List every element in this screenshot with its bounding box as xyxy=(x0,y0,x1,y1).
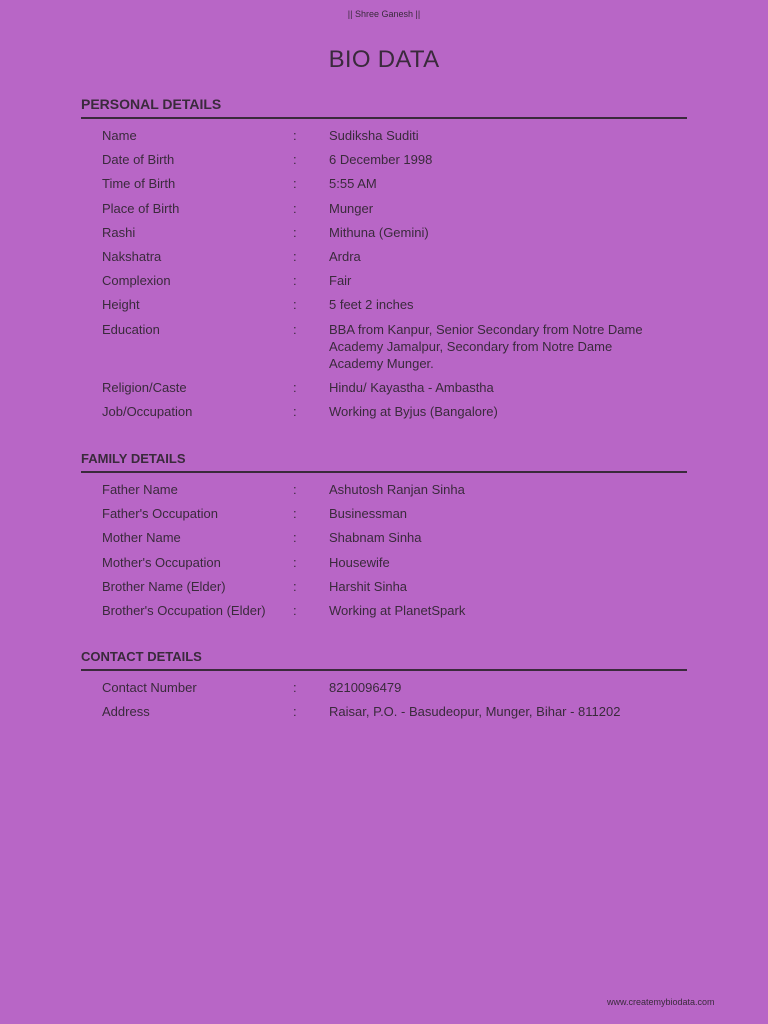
separator-colon: : xyxy=(293,530,297,546)
detail-row-rashi xyxy=(81,224,687,241)
detail-label: Nakshatra xyxy=(102,248,162,264)
detail-row-contact-number xyxy=(81,679,687,696)
separator-colon: : xyxy=(293,680,297,695)
detail-row-name xyxy=(81,127,687,144)
family-details-heading: FAMILY DETAILS xyxy=(81,451,687,473)
separator-colon: : xyxy=(293,506,297,522)
detail-value: 8210096479 xyxy=(329,680,402,695)
detail-row-height xyxy=(81,296,687,313)
detail-value: Raisar, P.O. - Basudeopur, Munger, Bihar - 811202 xyxy=(329,704,621,720)
separator-colon: : xyxy=(293,704,297,720)
detail-value: Mithuna (Gemini) xyxy=(329,224,429,240)
separator-colon: : xyxy=(293,248,297,264)
detail-row-address xyxy=(81,703,687,720)
contact-details-section xyxy=(81,649,687,727)
detail-value: Munger xyxy=(329,200,374,216)
detail-row-brother-occupation xyxy=(81,602,687,619)
detail-value: Working at Byjus (Bangalore) xyxy=(329,403,498,419)
detail-row-complexion xyxy=(81,272,687,289)
detail-value: BBA from Kanpur, Senior Secondary from Notre Dame Academy Jamalpur, Secondary from Notre Dame Academy Munger. xyxy=(329,321,643,371)
separator-colon: : xyxy=(293,176,297,192)
detail-row-date-of-birth xyxy=(81,151,687,168)
personal-details-list xyxy=(81,119,687,420)
separator-colon: : xyxy=(293,200,297,216)
detail-label: Brother's Occupation (Elder) xyxy=(102,602,266,618)
detail-value: Fair xyxy=(329,273,352,289)
separator-colon: : xyxy=(293,152,297,168)
detail-label: Time of Birth xyxy=(102,176,176,192)
detail-label: Religion/Caste xyxy=(102,379,187,395)
separator-colon: : xyxy=(293,554,297,570)
detail-label: Brother Name (Elder) xyxy=(102,578,226,594)
detail-label: Address xyxy=(102,704,150,720)
separator-colon: : xyxy=(293,273,297,289)
detail-row-nakshatra xyxy=(81,248,687,265)
detail-row-brother-name xyxy=(81,578,687,595)
detail-label: Education xyxy=(102,321,160,337)
detail-label: Job/Occupation xyxy=(102,403,193,419)
separator-colon: : xyxy=(293,578,297,594)
detail-label: Father Name xyxy=(102,482,178,497)
detail-row-father-occupation xyxy=(81,505,687,522)
separator-colon: : xyxy=(293,403,297,419)
separator-colon: : xyxy=(293,482,297,497)
separator-colon: : xyxy=(293,602,297,618)
detail-label: Rashi xyxy=(102,224,136,240)
page-title: BIO DATA xyxy=(328,46,440,73)
detail-value: Businessman xyxy=(329,506,408,522)
detail-value: Sudiksha Suditi xyxy=(329,128,419,143)
detail-value: Hindu/ Kayastha - Ambastha xyxy=(329,379,494,395)
detail-label: Date of Birth xyxy=(102,152,175,168)
detail-row-mother-name xyxy=(81,529,687,546)
detail-value: 5:55 AM xyxy=(329,176,377,192)
detail-value: Working at PlanetSpark xyxy=(329,602,466,618)
detail-value: 5 feet 2 inches xyxy=(329,297,414,313)
detail-row-mother-occupation xyxy=(81,554,687,571)
detail-label: Name xyxy=(102,128,137,143)
contact-details-list xyxy=(81,671,687,720)
detail-value: Housewife xyxy=(329,554,390,570)
personal-details-section xyxy=(81,96,687,427)
detail-label: Father's Occupation xyxy=(102,506,218,522)
detail-label: Contact Number xyxy=(102,680,197,695)
family-details-section xyxy=(81,451,687,626)
invocation-text: || Shree Ganesh || xyxy=(347,9,421,19)
detail-row-father-name xyxy=(81,481,687,498)
detail-row-job-occupation xyxy=(81,403,687,420)
detail-label: Complexion xyxy=(102,273,171,289)
separator-colon: : xyxy=(293,297,297,313)
separator-colon: : xyxy=(293,379,297,395)
family-details-list xyxy=(81,473,687,619)
detail-label: Place of Birth xyxy=(102,200,180,216)
separator-colon: : xyxy=(293,321,297,337)
detail-row-place-of-birth xyxy=(81,200,687,217)
separator-colon: : xyxy=(293,224,297,240)
footer-website: www.createmybiodata.com xyxy=(607,997,715,1007)
detail-value: Ashutosh Ranjan Sinha xyxy=(329,482,465,497)
detail-value: Shabnam Sinha xyxy=(329,530,422,546)
personal-details-heading: PERSONAL DETAILS xyxy=(81,96,687,119)
separator-colon: : xyxy=(293,128,297,143)
detail-value: Harshit Sinha xyxy=(329,578,408,594)
detail-label: Mother's Occupation xyxy=(102,554,221,570)
detail-row-time-of-birth xyxy=(81,175,687,192)
detail-row-education xyxy=(81,321,687,372)
detail-value: Ardra xyxy=(329,248,361,264)
contact-details-heading: CONTACT DETAILS xyxy=(81,649,687,671)
detail-row-religion-caste xyxy=(81,379,687,396)
detail-label: Mother Name xyxy=(102,530,181,546)
detail-value: 6 December 1998 xyxy=(329,152,433,168)
detail-label: Height xyxy=(102,297,140,313)
